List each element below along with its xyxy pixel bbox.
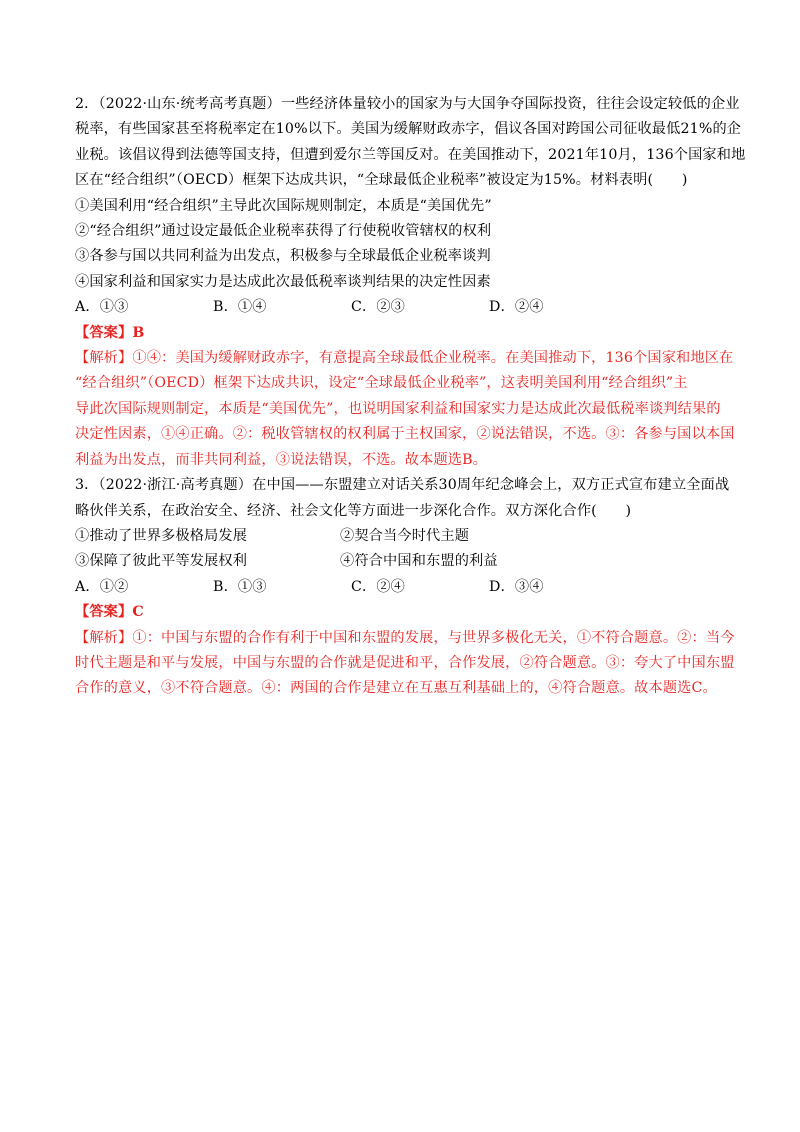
answer-options	[75, 575, 735, 600]
question-3	[75, 473, 735, 702]
question-stem-line: 税率，有些国家甚至将税率定在10%以下。美国为缓解财政赤字，倡议各国对跨国公司征收最低21%的企	[75, 121, 742, 138]
option-d: D．③④	[489, 578, 544, 595]
question-2	[75, 92, 746, 473]
question-stem-line: 2．（2022·山东·统考高考真题）一些经济体量较小的国家为与大国争夺国际投资，往往会设定较低的企业	[75, 96, 740, 112]
answer-label: 【答案】C	[75, 604, 144, 621]
answer-options	[75, 295, 735, 320]
option-c: C．②④	[351, 578, 406, 595]
page-content	[75, 92, 746, 702]
analysis-line: 合作的意义，③不符合题意。④：两国的合作是建立在互惠互利基础上的，④符合题意。故本题选C。	[75, 680, 717, 697]
question-stem-line: 3．（2022·浙江·高考真题）在中国——东盟建立对话关系30周年纪念峰会上，双方正式宣布建立全面战	[75, 477, 730, 494]
answer-label: 【答案】B	[75, 324, 145, 341]
statement-item: ④符合中国和东盟的利益	[340, 553, 498, 570]
statement-item: ③各参与国以共同利益为出发点，积极参与全球最低企业税率谈判	[75, 248, 491, 265]
statement-row	[75, 549, 735, 574]
option-c: C．②③	[351, 299, 406, 316]
option-a: A．①③	[75, 299, 129, 316]
statement-row	[75, 524, 735, 549]
statement-item: ①推动了世界多极格局发展	[75, 527, 248, 544]
option-d: D．②④	[489, 299, 544, 316]
statement-item: ②契合当今时代主题	[340, 527, 470, 544]
analysis-line: “经合组织”（OECD）框架下达成共识，设定“全球最低企业税率”，这表明美国利用“经合组织”主	[75, 375, 688, 392]
option-b: B．①④	[213, 299, 267, 316]
statement-item: ③保障了彼此平等发展权利	[75, 553, 248, 570]
analysis-line: 【解析】①：中国与东盟的合作有利于中国和东盟的发展，与世界多极化无关，①不符合题意。②：当今	[75, 629, 735, 646]
question-stem-line: 业税。该倡议得到法德等国支持，但遭到爱尔兰等国反对。在美国推动下，2021年10月，136个国家和地	[75, 146, 746, 163]
analysis-line: 时代主题是和平与发展，中国与东盟的合作就是促进和平，合作发展，②符合题意。③：夸大了中国东盟	[75, 654, 735, 671]
statement-item: ④国家利益和国家实力是达成此次最低税率谈判结果的决定性因素	[75, 273, 491, 290]
statement-item: ②“经合组织”通过设定最低企业税率获得了行使税收管辖权的权利	[75, 223, 492, 240]
option-b: B．①③	[213, 578, 267, 595]
analysis-line: 【解析】①④：美国为缓解财政赤字，有意提高全球最低企业税率。在美国推动下，136个国家和地区在	[75, 350, 734, 367]
option-a: A．①②	[75, 578, 129, 595]
analysis-line: 导此次国际规则制定，本质是“美国优先”，也说明国家利益和国家实力是达成此次最低税率谈判结果的	[75, 400, 721, 417]
analysis-line: 决定性因素，①④正确。②：税收管辖权的权利属于主权国家，②说法错误，不选。③：各参与国以本国	[75, 426, 735, 443]
statement-item: ①美国利用“经合组织”主导此次国际规则制定，本质是“美国优先”	[75, 197, 492, 214]
analysis-line: 利益为出发点，而非共同利益，③说法错误，不选。故本题选B。	[75, 451, 488, 468]
question-stem-line: 区在“经合组织”（OECD）框架下达成共识，“全球最低企业税率”被设定为15%。材料表明( )	[75, 172, 688, 189]
question-stem-line: 略伙伴关系，在政治安全、经济、社会文化等方面进一步深化合作。双方深化合作( )	[75, 502, 632, 519]
